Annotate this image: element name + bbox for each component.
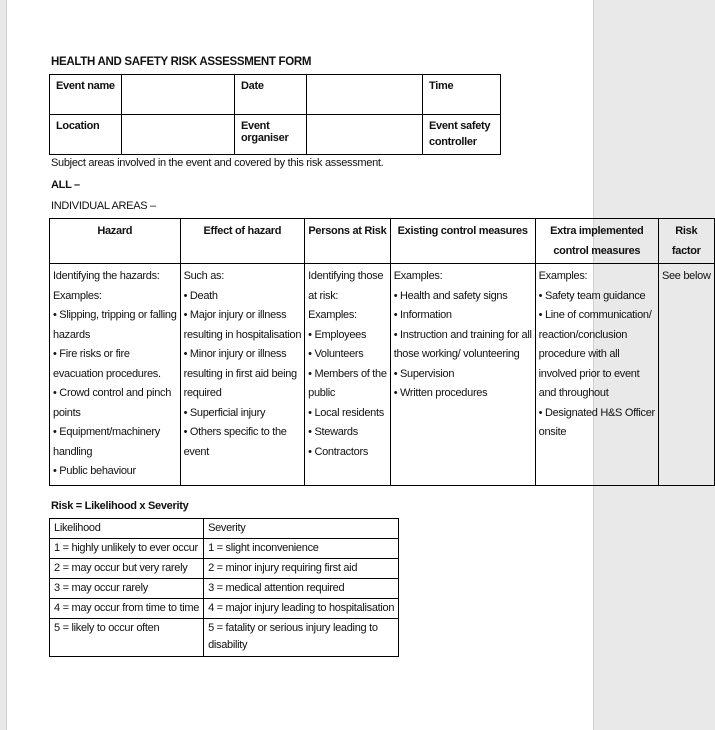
hazard-cell[interactable] <box>50 264 181 486</box>
subject-areas-note: Subject areas involved in the event and covered by this risk assessment. <box>51 157 384 169</box>
location-label: Location <box>50 115 122 155</box>
hazard-line: • Public behaviour <box>53 465 136 477</box>
extra-line: involved prior to event <box>538 367 640 380</box>
document-page <box>6 0 711 730</box>
hazard-line: • Crowd control and pinch <box>53 387 172 399</box>
header-extra-line1: Extra implemented <box>550 225 644 237</box>
effect-line: • Major injury or illness <box>183 309 287 321</box>
extra-line: • Line of communication/ <box>538 309 652 321</box>
persons-line: • Stewards <box>308 426 358 438</box>
likelihood-cell: 1 = highly unlikely to ever occur <box>50 539 204 559</box>
severity-cell: 2 = minor injury requiring first aid <box>204 559 399 579</box>
extra-line: and throughout <box>538 387 609 399</box>
header-extra-line2: control measures <box>553 245 641 257</box>
existing-line: Examples: <box>393 270 443 282</box>
extra-line: reaction/conclusion <box>538 328 628 341</box>
persons-cell[interactable] <box>305 264 391 486</box>
risk-matrix-table <box>49 518 399 657</box>
effect-line: • Minor injury or illness <box>183 348 287 360</box>
effect-line: resulting in first aid being <box>183 367 297 380</box>
hazard-line: Identifying the hazards: <box>53 270 160 282</box>
severity-cell: 3 = medical attention required <box>204 579 399 599</box>
extra-line: procedure with all <box>538 348 620 360</box>
persons-line: • Employees <box>308 328 367 341</box>
header-extra-measures <box>535 219 658 264</box>
likelihood-cell: 2 = may occur but very rarely <box>50 559 204 579</box>
persons-line: • Local residents <box>308 406 384 419</box>
persons-line: Examples: <box>308 309 357 321</box>
likelihood-cell: 5 = likely to occur often <box>50 619 204 657</box>
individual-areas-label: INDIVIDUAL AREAS – <box>51 200 156 212</box>
existing-line: • Written procedures <box>393 387 488 399</box>
severity-line: disability <box>208 639 248 651</box>
persons-line: Identifying those <box>308 270 384 282</box>
event-details-table <box>49 74 501 155</box>
safety-controller-label-line2: controller <box>429 136 477 148</box>
extra-line: Examples: <box>538 270 588 282</box>
effect-line: • Others specific to the <box>183 426 287 438</box>
event-organiser-label: Event organiser <box>235 115 307 155</box>
existing-line: • Instruction and training for all <box>393 328 532 341</box>
existing-line: • Information <box>393 309 452 321</box>
persons-line: public <box>308 387 336 399</box>
severity-header: Severity <box>204 519 399 539</box>
hazard-line: hazards <box>53 328 91 341</box>
header-existing-measures: Existing control measures <box>390 219 535 264</box>
hazard-line: points <box>53 406 81 419</box>
risk-assessment-table <box>49 218 715 486</box>
effect-line: resulting in hospitalisation <box>183 328 302 341</box>
persons-line: • Volunteers <box>308 348 364 360</box>
header-effect: Effect of hazard <box>180 219 305 264</box>
risk-factor-line: See below <box>661 270 711 282</box>
effect-cell[interactable] <box>180 264 305 486</box>
existing-line: those working/ volunteering <box>393 348 520 360</box>
hazard-line: • Fire risks or fire <box>53 348 130 360</box>
severity-cell <box>204 619 399 657</box>
effect-line: • Death <box>183 289 218 302</box>
event-name-label: Event name <box>50 75 122 115</box>
hazard-line: evacuation procedures. <box>53 367 161 380</box>
all-areas-label: ALL – <box>51 179 80 191</box>
effect-line: • Superficial injury <box>183 406 266 419</box>
existing-line: • Supervision <box>393 367 455 380</box>
effect-line: Such as: <box>183 270 224 282</box>
extra-line: • Designated H&S Officer <box>538 406 655 419</box>
date-label: Date <box>235 75 307 115</box>
date-field[interactable] <box>307 75 423 115</box>
event-name-field[interactable] <box>122 75 235 115</box>
hazard-line: • Equipment/machinery <box>53 426 160 438</box>
event-organiser-field[interactable] <box>307 115 423 155</box>
extra-line: • Safety team guidance <box>538 289 646 302</box>
risk-factor-cell[interactable] <box>658 264 714 486</box>
time-label: Time <box>423 75 501 115</box>
persons-line: • Contractors <box>308 445 369 458</box>
location-field[interactable] <box>122 115 235 155</box>
effect-line: event <box>183 445 209 458</box>
likelihood-header: Likelihood <box>50 519 204 539</box>
header-risk-factor: Risk factor <box>658 219 714 264</box>
risk-formula-heading: Risk = Likelihood x Severity <box>51 500 189 512</box>
persons-line: • Members of the <box>308 367 387 380</box>
severity-cell: 1 = slight inconvenience <box>204 539 399 559</box>
effect-line: required <box>183 387 222 399</box>
form-title: HEALTH AND SAFETY RISK ASSESSMENT FORM <box>51 56 312 68</box>
hazard-line: • Slipping, tripping or falling <box>53 309 177 321</box>
persons-line: at risk: <box>308 289 339 302</box>
likelihood-cell: 4 = may occur from time to time <box>50 599 204 619</box>
likelihood-cell: 3 = may occur rarely <box>50 579 204 599</box>
existing-line: • Health and safety signs <box>393 289 508 302</box>
extra-line: onsite <box>538 426 567 438</box>
hazard-line: handling <box>53 445 93 458</box>
hazard-line: Examples: <box>53 289 102 302</box>
existing-measures-cell[interactable] <box>390 264 535 486</box>
safety-controller-label-line1: Event safety <box>429 120 491 132</box>
severity-cell: 4 = major injury leading to hospitalisation <box>204 599 399 619</box>
extra-measures-cell[interactable] <box>535 264 658 486</box>
severity-line: 5 = fatality or serious injury leading to <box>208 622 378 634</box>
header-hazard: Hazard <box>50 219 181 264</box>
safety-controller-label <box>423 115 501 155</box>
header-persons: Persons at Risk <box>305 219 391 264</box>
